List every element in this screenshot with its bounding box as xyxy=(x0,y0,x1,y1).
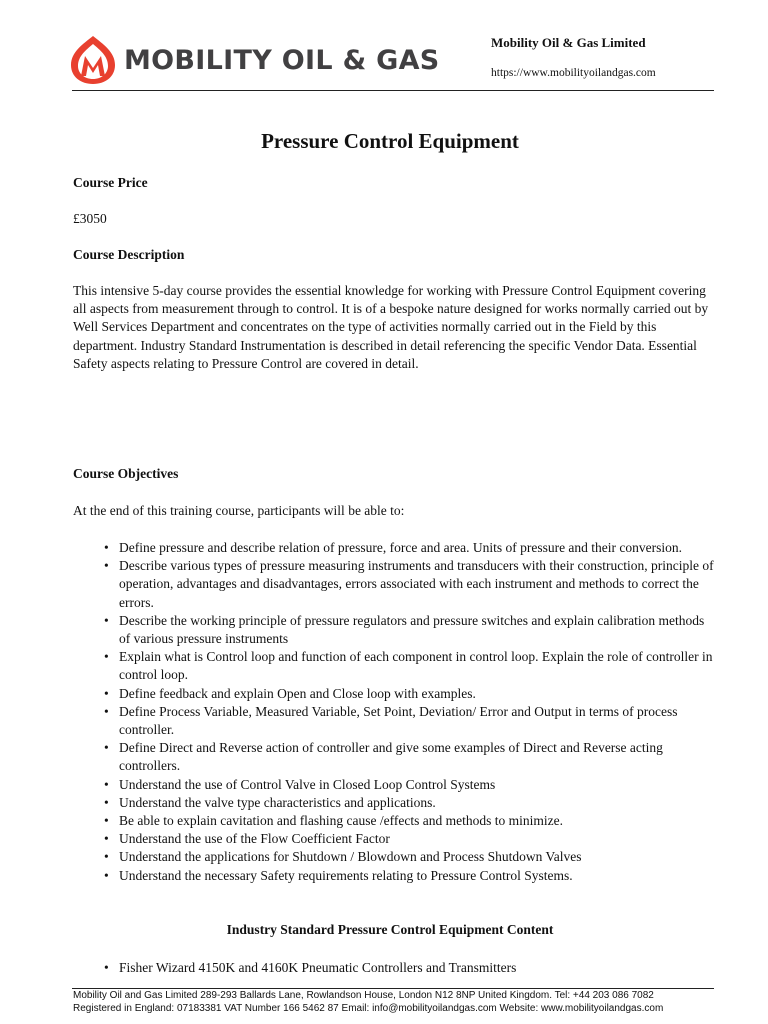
bullet-icon: • xyxy=(104,813,109,829)
footer-address: Mobility Oil and Gas Limited 289-293 Ballards Lane, Rowlandson House, London N12 8NP United Kingdom. Tel: +44 203 086 7082 xyxy=(73,990,654,1001)
footer-registration: Registered in England: 07183381 VAT Number 166 5462 87 Email: info@mobilityoilandgas.com Website: www.mobilityoilandgas.com xyxy=(73,1002,664,1014)
course-price-heading: Course Price xyxy=(73,175,148,190)
bullet-icon: • xyxy=(104,831,109,847)
company-website-link[interactable]: https://www.mobilityoilandgas.com xyxy=(491,67,656,79)
bullet-icon: • xyxy=(104,776,109,792)
list-item: • Describe various types of pressure measuring instruments and transducers with their construction, principle of operation, advantages and disadvantages, errors associated with each instrument and methods to correct the errors. xyxy=(104,558,714,610)
bullet-icon: • xyxy=(104,612,109,628)
list-item: • Explain what is Control loop and function of each component in control loop. Explain the role of controller in control loop. xyxy=(104,649,713,683)
list-item: • Define Direct and Reverse action of controller and give some examples of Direct and Reverse acting controllers. xyxy=(104,740,663,774)
bullet-icon: • xyxy=(104,649,109,665)
page-footer xyxy=(73,990,763,1015)
list-item: • Understand the use of the Flow Coefficient Factor xyxy=(73,830,718,848)
bullet-icon: • xyxy=(104,794,109,810)
list-item: • Understand the valve type characteristics and applications. xyxy=(73,794,718,812)
list-item: • Fisher Wizard 4150K and 4160K Pneumatic Controllers and Transmitters xyxy=(73,959,718,977)
bullet-icon: • xyxy=(104,740,109,756)
content-list xyxy=(73,959,718,977)
list-item: • Understand the applications for Shutdown / Blowdown and Process Shutdown Valves xyxy=(73,848,718,866)
bullet-icon: • xyxy=(104,867,109,883)
bullet-icon: • xyxy=(104,960,109,975)
bullet-icon: • xyxy=(104,685,109,701)
course-objectives-heading: Course Objectives xyxy=(73,466,179,481)
page-title: Pressure Control Equipment xyxy=(261,129,519,153)
objectives-intro: At the end of this training course, participants will be able to: xyxy=(73,503,405,518)
list-item: • Understand the necessary Safety requirements relating to Pressure Control Systems. xyxy=(73,867,718,885)
objectives-list xyxy=(73,539,718,885)
list-item: • Understand the use of Control Valve in Closed Loop Control Systems xyxy=(73,776,718,794)
content-heading: Industry Standard Pressure Control Equipment Content xyxy=(226,922,554,937)
bullet-icon: • xyxy=(104,540,109,555)
list-item: • Describe the working principle of pressure regulators and pressure switches and explain calibration methods of various pressure instruments xyxy=(104,612,705,647)
bullet-icon: • xyxy=(104,849,109,865)
footer-divider xyxy=(72,988,714,989)
brand-name: MOBILITY OIL & GAS xyxy=(124,45,440,76)
course-description-text: This intensive 5-day course provides the essential knowledge for working with Pressure Control Equipment covering all aspects from measurement through to control. It is of a bespoke nature designed for works normally carried out by Well Services Department and concentrates on the type of activities normally carried out in the Field by this department. Industry Standard Instrumentation is described in detail referencing the specific Vendor Data. Essential Safety aspects relating to Pressure Control are covered in detail. xyxy=(73,283,709,371)
list-item: • Define feedback and explain Open and Close loop with examples. xyxy=(73,685,718,703)
list-item: • Be able to explain cavitation and flashing cause /effects and methods to minimize. xyxy=(73,812,718,830)
list-item: • Define pressure and describe relation of pressure, force and area. Units of pressure and their conversion. xyxy=(73,539,718,557)
company-name: Mobility Oil & Gas Limited xyxy=(491,35,646,50)
page-header xyxy=(0,0,768,95)
bullet-icon: • xyxy=(104,558,109,574)
course-description-heading: Course Description xyxy=(73,247,185,262)
flame-m-icon xyxy=(68,34,118,86)
bullet-icon: • xyxy=(104,703,109,719)
company-logo xyxy=(68,34,468,90)
list-item: • Define Process Variable, Measured Variable, Set Point, Deviation/ Error and Output in terms of process controller. xyxy=(104,703,678,738)
course-price-value: £3050 xyxy=(73,211,107,226)
header-divider xyxy=(72,90,714,91)
